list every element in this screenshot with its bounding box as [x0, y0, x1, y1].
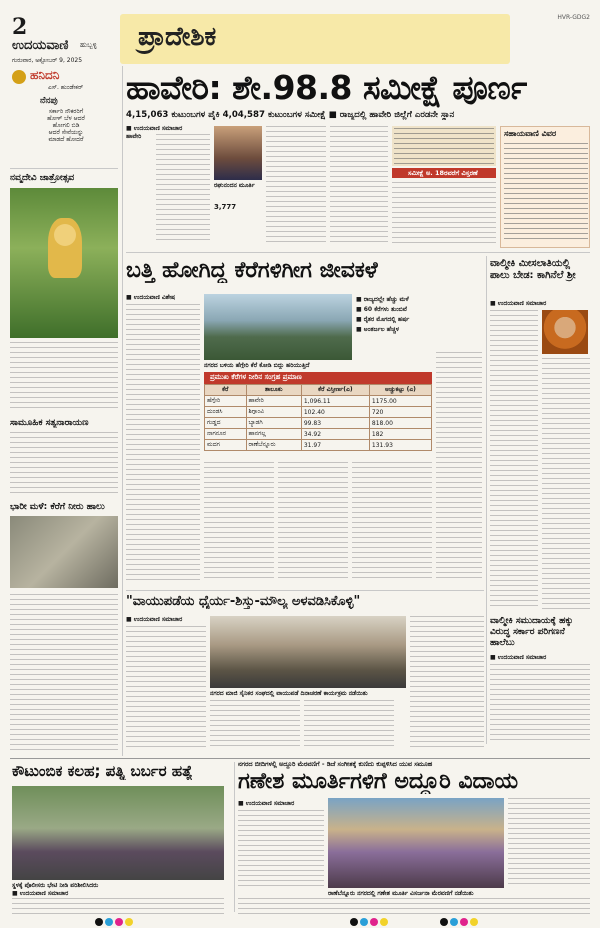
table-cell: ಹೆಗ್ಗೇರಿ: [205, 396, 247, 407]
table-cell: 34.92: [301, 429, 369, 440]
registration-mark: [380, 918, 388, 926]
column-line: ಸರ್ಕಾರಿ ನೌಕರರಿಗೆ: [48, 108, 84, 115]
registration-mark: [115, 918, 123, 926]
date-line: ಗುರುವಾರ, ಅಕ್ಟೋಬರ್ 9, 2025: [12, 57, 83, 64]
lake-list-item: ■ ರಾಜ್ಯದಲ್ಲೇ ಹೆಚ್ಚು ಮಳೆ: [356, 296, 409, 303]
sidebar-story2-title: ಸಾಮೂಹಿಕ ಸತ್ಯನಾರಾಯಣ: [10, 418, 89, 428]
helpline-box: [500, 126, 590, 248]
lake-table-title: ಪ್ರಮುಖ ಕೆರೆಗಳ ನೀರಿನ ಸಂಗ್ರಹ ಪ್ರಮಾಣ: [210, 373, 302, 381]
registration-mark: [370, 918, 378, 926]
registration-mark: [350, 918, 358, 926]
table-header-cell: ತಾಲೂಕು: [246, 385, 301, 396]
extension-text: ಸಮೀಕ್ಷೆ ಅ. 18ರವರೆಗೆ ವಿಸ್ತರಣೆ: [408, 169, 478, 177]
lead-byline: ■ ಉದಯವಾಣಿ ಸಮಾಚಾರ: [126, 125, 183, 132]
table-cell: 1175.00: [369, 396, 431, 407]
bottom-main-headline: ಗಣೇಶ ಮೂರ್ತಿಗಳಿಗೆ ಅದ್ದೂರಿ ವಿದಾಯ: [238, 769, 519, 794]
mid-headline: "ವಾಯುಪಡೆಯ ಧೈರ್ಯ-ಶಿಸ್ತು-ಮೌಲ್ಯ ಅಳವಡಿಸಿಕೊಳ್ಳಿ": [126, 594, 361, 609]
mid-story: [126, 594, 484, 754]
lake-headline: ಬತ್ತಿ ಹೋಗಿದ್ದ ಕೆರೆಗಳಿಗೀಗ ಜೀವಕಳೆ: [126, 258, 378, 283]
table-cell: ಮದಗ: [205, 440, 247, 451]
bottom-left-byline: ■ ಉದಯವಾಣಿ ಸಮಾಚಾರ: [12, 890, 69, 897]
table-cell: 31.97: [301, 440, 369, 451]
column-line: ಹೋಗಲಿ ಬಿಡಿ: [52, 122, 80, 129]
lake-story: [126, 256, 482, 586]
bottom-main-photo-caption: ರಾಣೆಬೆನ್ನೂರು ನಗರದಲ್ಲಿ ಗಣೇಶ ಮೂರ್ತಿ ವಿಸರ್ಜನಾ ಮೆರವಣಿಗೆ ನಡೆಯಿತು: [328, 890, 474, 897]
right-headline: ವಾಲ್ಮೀಕಿ ಮೀಸಲಾತಿಯಲ್ಲಿ ಪಾಲು ಬೇಡ: ಕಾಗಿನೆಲೆ ಶ್ರೀ: [490, 258, 576, 281]
table-cell: 720: [369, 407, 431, 418]
official-photo: [214, 126, 262, 180]
table-header-row: [205, 385, 432, 396]
column-line: ಆದರೆ ಸೇವೆಯನ್ನು: [48, 129, 84, 136]
table-cell: 818.00: [369, 418, 431, 429]
section-banner: [120, 14, 510, 64]
registration-mark: [105, 918, 113, 926]
table-row: [205, 429, 432, 440]
table-header-cell: ಕೆರೆ ವಿಸ್ತೀರ್ಣ(ಎ): [301, 385, 369, 396]
table-row: [205, 407, 432, 418]
table-cell: 102.40: [301, 407, 369, 418]
edition: ಹುಬ್ಬಳ್ಳಿ: [80, 41, 97, 49]
right-second-byline: ■ ಉದಯವಾಣಿ ಸಮಾಚಾರ: [490, 654, 547, 661]
table-cell: ಶಿಗ್ಗಾಂವಿ: [246, 407, 301, 418]
paper-name: ಉದಯವಾಣಿ: [12, 38, 69, 53]
sidebar-story3-title: ಭಾರೀ ಮಳೆ: ಕೆರೆಗೆ ನೀರು ಹಾಲು: [10, 502, 105, 512]
extension-bar: [392, 168, 496, 178]
section-title: ಪ್ರಾದೇಶಿಕ: [138, 22, 217, 52]
table-header-cell: ಅಚ್ಚುಕಟ್ಟು (ಎ): [369, 385, 431, 396]
mid-photo-caption: ನಗರದ ಮಾಜಿ ಸೈನಿಕರ ಸಂಘದಲ್ಲಿ ವಾಯುಪಡೆ ದಿನಾಚರಣೆ ಕಾರ್ಯಕ್ರಮ ನಡೆಯಿತು: [210, 690, 368, 697]
page-number: 2: [12, 14, 28, 40]
table-row: [205, 396, 432, 407]
table-cell: 182: [369, 429, 431, 440]
table-cell: ದುಂಡಸಿ: [205, 407, 247, 418]
lake-photo-caption: ನಗರದ ಬಳಿಯ ಹೆಗ್ಗೇರಿ ಕೆರೆ ಕೋಡಿ ಬಿದ್ದು ಹರಿಯುತ್ತಿದೆ: [204, 362, 310, 369]
page-code: HVR-GDG2: [557, 14, 590, 21]
table-cell: ಹಾನಗಲ್ಲ: [246, 429, 301, 440]
lead-headline: ಹಾವೇರಿ: ಶೇ.98.8 ಸಮೀಕ್ಷೆ ಪೂರ್ಣ: [126, 68, 528, 107]
sidebar: [10, 68, 118, 758]
lake-table-title-bar: [204, 372, 432, 384]
procession-photo: [328, 798, 504, 888]
table-cell: 131.93: [369, 440, 431, 451]
lead-stat: 3,777: [214, 203, 237, 211]
bottom-main-byline: ■ ಉದಯವಾಣಿ ಸಮಾಚಾರ: [238, 800, 295, 807]
registration-mark: [360, 918, 368, 926]
right-byline: ■ ಉದಯವಾಣಿ ಸಮಾಚಾರ: [490, 300, 547, 307]
airforce-photo: [210, 616, 406, 688]
bottom-left-photo-caption: ಸ್ಥಳಕ್ಕೆ ಪೊಲೀಸರು ಭೇಟಿ ನೀಡಿ ಪರಿಶೀಲಿಸಿದರು: [12, 882, 99, 889]
column-line: ಹೋಳ್ ಬೆಳ ಆದರೆ: [47, 115, 85, 122]
bottom-left-story: [10, 760, 230, 916]
registration-mark: [95, 918, 103, 926]
table-cell: ನಾಗನೂರ: [205, 429, 247, 440]
lead-dateline: ಹಾವೇರಿ: [126, 133, 142, 140]
lake-list-item: ■ ರೈತರ ಮೊಗದಲ್ಲಿ ಹರ್ಷ: [356, 316, 410, 323]
registration-mark: [460, 918, 468, 926]
table-cell: ಹಾವೇರಿ: [246, 396, 301, 407]
swamiji-photo: [542, 310, 588, 354]
registration-mark: [440, 918, 448, 926]
lake-photo: [204, 294, 352, 360]
goddess-photo: [10, 188, 118, 338]
table-cell: ರಾಣೆಬೆನ್ನೂರು: [246, 440, 301, 451]
lake-list: [356, 296, 482, 333]
table-cell: ಬ್ಯಾಡಗಿ: [246, 418, 301, 429]
bottom-left-headline: ಕೌಟುಂಬಿಕ ಕಲಹ; ಪತ್ನಿ ಬರ್ಬರ ಹತ್ಯೆ: [12, 762, 193, 780]
lake-byline: ■ ಉದಯವಾಣಿ ವಿಶೇಷ: [126, 294, 176, 301]
right-story: [490, 256, 590, 746]
table-row: [205, 418, 432, 429]
lead-story: [126, 68, 590, 268]
sidebar-brand-sub: ಎಸ್. ಹುಂಡೇಕರ್: [48, 84, 84, 91]
lake-table: [204, 384, 432, 451]
column-lines: [18, 108, 114, 143]
lead-subhead: 4,15,063 ಕುಟುಂಬಗಳ ಪೈಕಿ 4,04,587 ಕುಟುಂಬಗಳ ಸಮೀಕ್ಷೆ ■ ರಾಜ್ಯದಲ್ಲಿ ಹಾವೇರಿ ಜಿಲ್ಲೆಗೆ ಎರಡನೇ ಸ್ಥಾನ: [126, 110, 455, 120]
mid-byline: ■ ಉದಯವಾಣಿ ಸಮಾಚಾರ: [126, 616, 183, 623]
table-cell: 99.83: [301, 418, 369, 429]
helpline-title: ಸಹಾಯವಾಣಿ ವಿವರ: [504, 129, 557, 138]
table-header-cell: ಕೆರೆ: [205, 385, 247, 396]
rain-photo: [10, 516, 118, 588]
masthead: [12, 14, 590, 64]
bottom-kicker: ನಗರದ ಬೀದಿಗಳಲ್ಲಿ ಅದ್ದೂರಿ ಮೆರವಣಿಗೆ - ಡಿಜೆ ಸಂಗೀತಕ್ಕೆ ಕುಣಿದು ಕುಪ್ಪಳಿಸಿದ ಯುವ ಸಮೂಹ: [238, 760, 433, 768]
bottom-main-story: [238, 760, 590, 916]
honey-logo-icon: [12, 70, 26, 84]
table-cell: 1,096.11: [301, 396, 369, 407]
sidebar-story1-title: ನವ್ಮದೇವಿ ಜಾತ್ರೋತ್ಸವ: [10, 173, 75, 183]
lake-list-item: ■ 60 ಕೆರೆಗಳು ತುಂಬಿವೆ: [356, 306, 407, 313]
right-second-headline: ವಾಲ್ಮೀಕಿ ಸಮುದಾಯಕ್ಕೆ ಹಕ್ಕು ವಿರುದ್ಧ ಸರ್ಕಾರ ಪರಿಗಣನೆ ಹಾಲೆಬು: [490, 616, 574, 648]
crime-scene-photo: [12, 786, 224, 880]
registration-mark: [125, 918, 133, 926]
column-line: ಮಾಡದೆ ಹೋದರೆ: [48, 136, 84, 143]
registration-mark: [450, 918, 458, 926]
table-row: [205, 440, 432, 451]
lake-list-item: ■ ಅಂತರ್ಜಲ ಹೆಚ್ಚಳ: [356, 326, 400, 333]
sidebar-brand: ಹನಿದನಿ: [30, 68, 60, 82]
table-cell: ಗುಡ್ಡದ: [205, 418, 247, 429]
registration-mark: [470, 918, 478, 926]
lead-photo-caption: ರಘುನಂದನ ಮೂರ್ತಿ: [214, 182, 255, 189]
column-title: ನೆನಪು: [40, 96, 58, 106]
